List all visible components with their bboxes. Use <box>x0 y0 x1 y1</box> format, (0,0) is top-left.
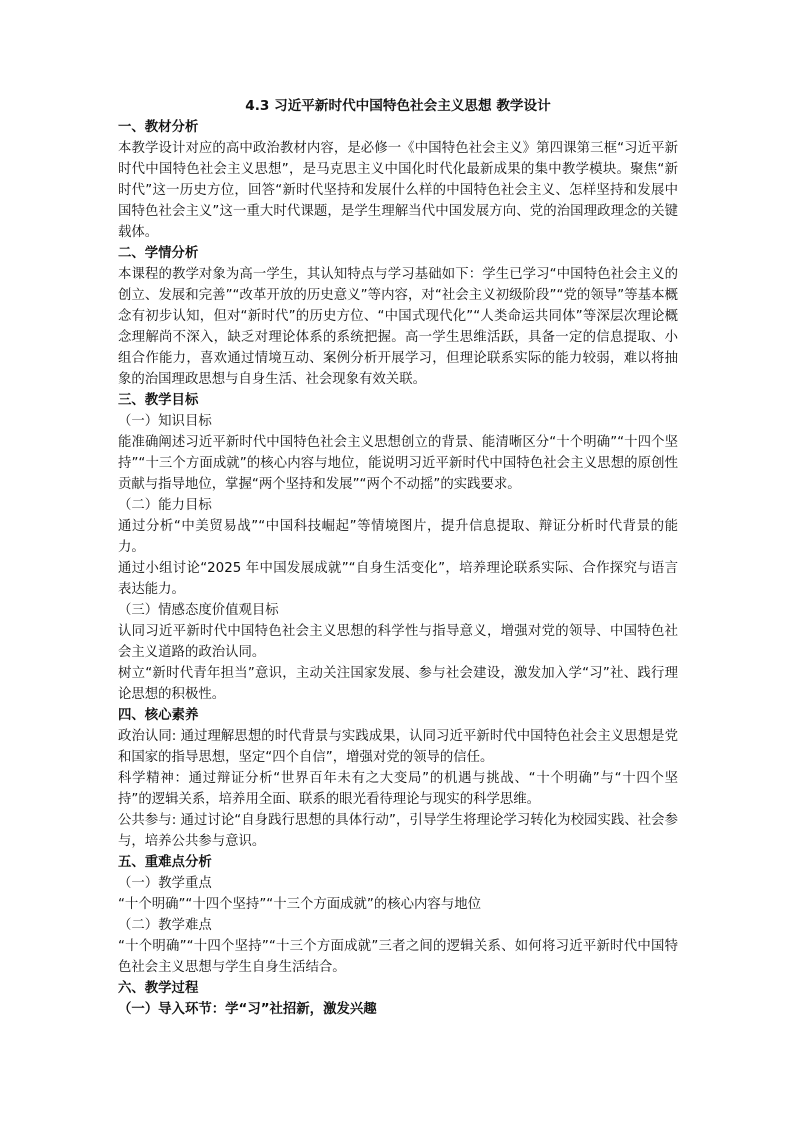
paragraph: 能准确阐述习近平新时代中国特色社会主义思想创立的背景、能清晰区分“十个明确”“十四个坚持”“十三个方面成就”的核心内容与地位，能说明习近平新时代中国特色社会主义思想的原创性贡献与指导地位，掌握“两个坚持和发展”“两个不动摇”的实践要求。 <box>118 435 678 492</box>
subsection-heading-teaching-difficulty: （二）教学难点 <box>118 918 212 933</box>
paragraph: 通过分析“中美贸易战”“中国科技崛起”等情境图片，提升信息提取、辩证分析时代背景的能力。 <box>118 519 678 555</box>
paragraph: 政治认同: 通过理解思想的时代背景与实践成果，认同习近平新时代中国特色社会主义思想是党和国家的指导思想，坚定“四个自信”，增强对党的领导的信任。 <box>118 729 678 765</box>
subsection-heading-values-goals: （三）情感态度价值观目标 <box>118 603 279 618</box>
paragraph: 通过小组讨论“2025 年中国发展成就”“自身生活变化”，培养理论联系实际、合作探究与语言表达能力。 <box>118 561 678 597</box>
paragraph: 认同习近平新时代中国特色社会主义思想的科学性与指导意义，增强对党的领导、中国特色社会主义道路的政治认同。 <box>118 624 678 660</box>
section-heading-teaching-goals: 三、教学目标 <box>118 393 199 408</box>
paragraph: 科学精神：通过辩证分析“世界百年未有之大变局”的机遇与挑战、“十个明确”与“十四个坚持”的逻辑关系，培养用全面、联系的眼光看待理论与现实的科学思维。 <box>118 771 678 807</box>
section-heading-key-points: 五、重难点分析 <box>118 855 212 870</box>
subsection-heading-teaching-focus: （一）教学重点 <box>118 876 212 891</box>
section-heading-core-literacy: 四、核心素养 <box>118 708 199 723</box>
section-heading-teaching-process: 六、教学过程 <box>118 981 199 996</box>
document-title: 4.3 习近平新时代中国特色社会主义思想 教学设计 <box>245 98 551 114</box>
subsection-heading-introduction: （一）导入环节：学“习”社招新，激发兴趣 <box>118 1002 377 1017</box>
paragraph: 本课程的教学对象为高一学生，其认知特点与学习基础如下：学生已学习“中国特色社会主义的创立、发展和完善”“改革开放的历史意义”等内容，对“社会主义初级阶段”“党的领导”等基本概念有初步认知，但对“新时代”的历史方位、“中国式现代化”“人类命运共同体”等深层次理论概念理解尚不深入，缺乏对理论体系的系统把握。高一学生思维活跃，具备一定的信息提取、小组合作能力，喜欢通过情境互动、案例分析开展学习，但理论联系实际的能力较弱，难以将抽象的治国理政思想与自身生活、社会现象有效关联。 <box>118 267 678 387</box>
paragraph: “十个明确”“十四个坚持”“十三个方面成就”的核心内容与地位 <box>118 897 481 912</box>
paragraph: 本教学设计对应的高中政治教材内容，是必修一《中国特色社会主义》第四课第三框“习近平新时代中国特色社会主义思想”，是马克思主义中国化时代化最新成果的集中教学模块。聚焦“新时代”这一历史方位，回答“新时代坚持和发展什么样的中国特色社会主义、怎样坚持和发展中国特色社会主义”这一重大时代课题，是学生理解当代中国发展方向、党的治国理政理念的关键载体。 <box>118 141 678 240</box>
paragraph: “十个明确”“十四个坚持”“十三个方面成就”三者之间的逻辑关系、如何将习近平新时代中国特色社会主义思想与学生自身生活结合。 <box>118 939 678 975</box>
section-heading-textbook-analysis: 一、教材分析 <box>118 120 199 135</box>
section-heading-student-analysis: 二、学情分析 <box>118 246 199 261</box>
subsection-heading-knowledge-goals: （一）知识目标 <box>118 414 212 429</box>
document-page <box>118 96 678 1020</box>
paragraph: 树立“新时代青年担当”意识，主动关注国家发展、参与社会建设，激发加入学“习”社、践行理论思想的积极性。 <box>118 666 678 702</box>
paragraph: 公共参与: 通过讨论“自身践行思想的具体行动”，引导学生将理论学习转化为校园实践、社会参与，培养公共参与意识。 <box>118 813 678 849</box>
subsection-heading-ability-goals: （二）能力目标 <box>118 498 212 513</box>
